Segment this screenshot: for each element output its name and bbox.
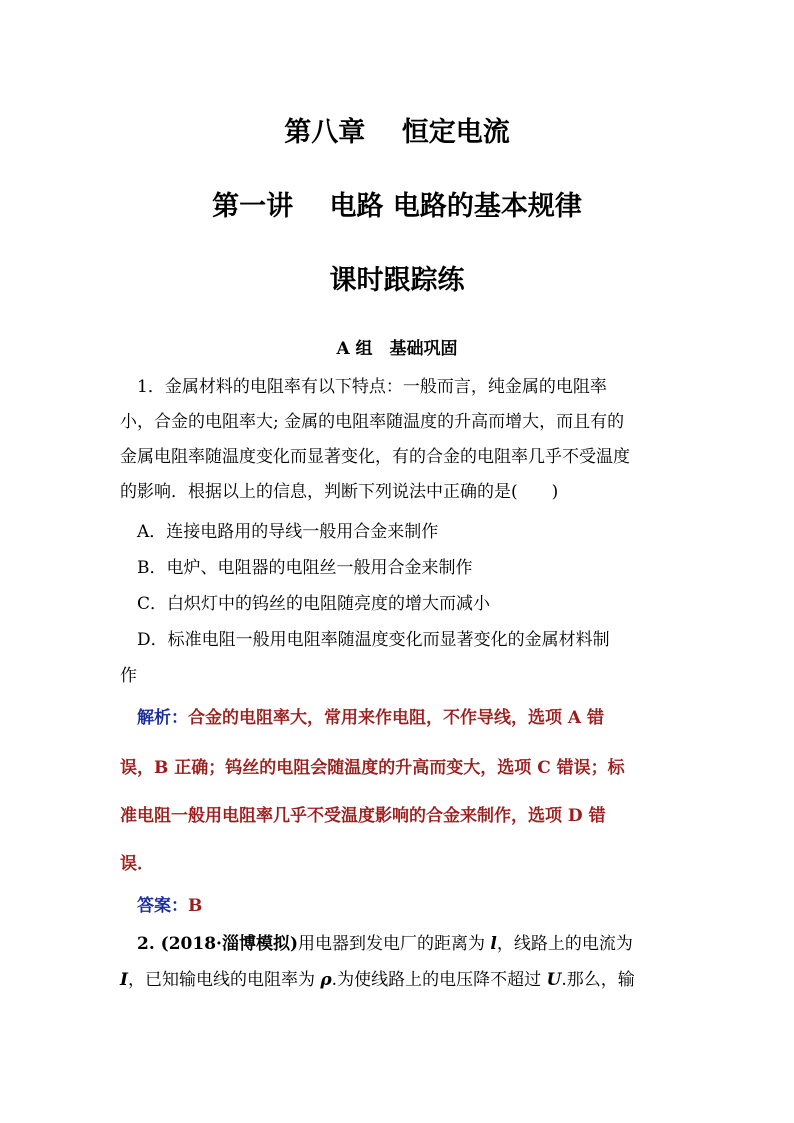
lecture-title: 第一讲 电路 电路的基本规律 — [212, 191, 582, 222]
q2-number: 2. (2018·淄博模拟) — [120, 934, 298, 954]
q2-var-U: U — [546, 970, 562, 990]
q1-option-b: B．电炉、电阻器的电阻丝一般用合金来制作 — [120, 558, 473, 578]
q1-line-3: 金属电阻率随温度变化而显著变化，有的合金的电阻率几乎不受温度 — [120, 447, 630, 467]
q1-line-4: 的影响．根据以上的信息，判断下列说法中正确的是( ) — [120, 482, 559, 502]
q1-option-c: C．白炽灯中的钨丝的电阻随亮度的增大而减小 — [120, 594, 491, 614]
q1-option-a: A．连接电路用的导线一般用合金来制作 — [120, 522, 439, 542]
analysis-colon: ： — [171, 708, 188, 728]
answer-colon: ： — [171, 896, 188, 916]
q2-line-2 — [120, 968, 680, 992]
q2-text-2c: .那么，输 — [561, 970, 635, 990]
q2-var-rho: ρ — [320, 970, 332, 990]
analysis-line-2: 误，B 正确；钨丝的电阻会随温度的升高而变大，选项 C 错误；标 — [120, 758, 625, 778]
answer-label: 答案 — [120, 896, 171, 916]
q2-text-2b: .为使线路上的电压降不超过 — [331, 970, 547, 990]
section-title: 课时跟踪练 — [329, 265, 465, 296]
q1-option-d: D．标准电阻一般用电阻率随温度变化而显著变化的金属材料制 — [120, 630, 610, 650]
analysis-line-4: 误． — [120, 854, 154, 874]
q2-text-1-tail: ，线路上的电流为 — [496, 934, 633, 954]
q2-var-I: I — [120, 970, 128, 990]
q1-line-1: 1．金属材料的电阻率有以下特点：一般而言，纯金属的电阻率 — [120, 377, 607, 397]
analysis-label: 解析 — [120, 708, 171, 728]
q2-text-2a: ，已知输电线的电阻率为 — [127, 970, 321, 990]
chapter-title: 第八章 恒定电流 — [284, 117, 510, 148]
answer-line — [120, 894, 680, 918]
answer-value: B — [188, 896, 203, 916]
analysis-text-1: 合金的电阻率大，常用来作电阻，不作导线，选项 A 错 — [188, 708, 605, 728]
q1-line-2: 小，合金的电阻率大; 金属的电阻率随温度的升高而增大，而且有的 — [120, 412, 625, 432]
q2-text-1: 用电器到发电厂的距离为 — [298, 934, 491, 954]
group-heading: A 组 基础巩固 — [336, 339, 458, 359]
q1-option-d-cont: 作 — [120, 666, 137, 686]
q2-line-1 — [120, 932, 680, 956]
q2-var-l: l — [490, 934, 497, 954]
analysis-line-3: 准电阻一般用电阻率几乎不受温度影响的合金来制作，选项 D 错 — [120, 806, 606, 826]
analysis-line-1 — [120, 706, 680, 730]
